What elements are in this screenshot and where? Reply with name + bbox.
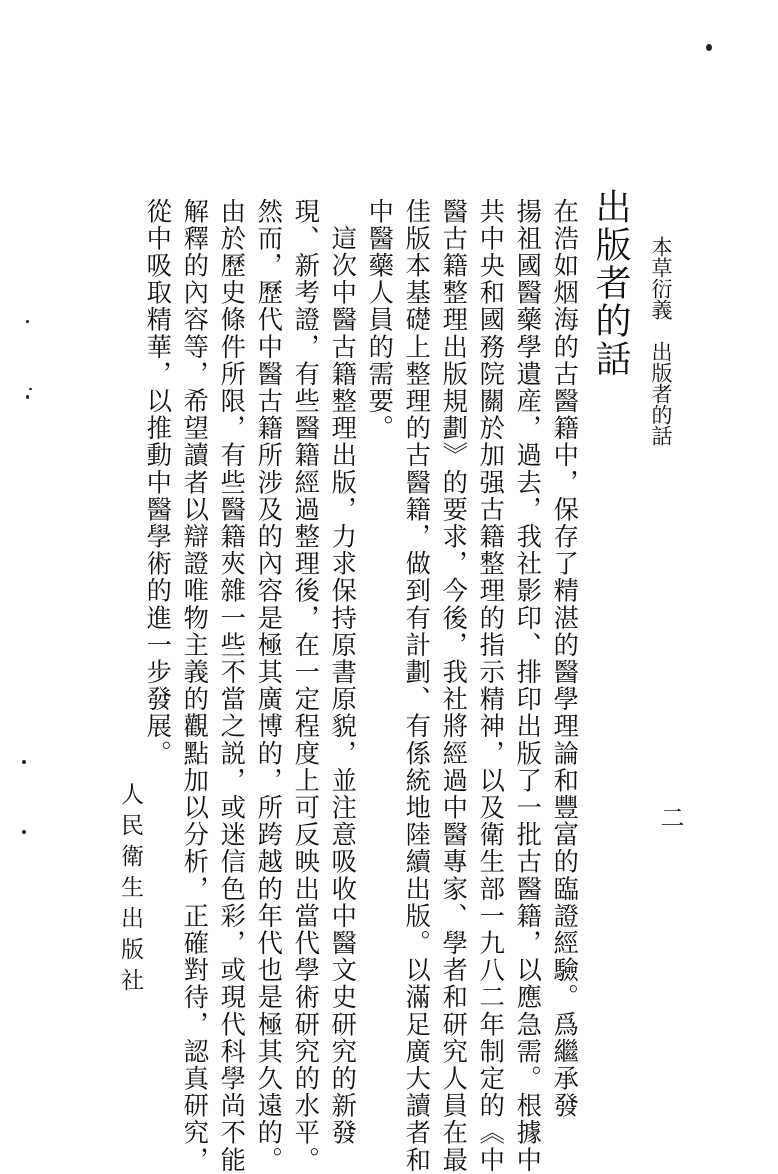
body-column-4: 醫古籍整理出版規劃》的要求，今後，我社將經過中醫專家、學者和研究人員在最 <box>439 198 469 1174</box>
scan-speck <box>22 830 26 834</box>
page-title: 出版者的話 <box>590 188 631 378</box>
scan-speck <box>706 44 712 51</box>
scan-speck <box>26 320 29 323</box>
scan-speck <box>29 388 32 390</box>
publisher-signature: 人民衛生出版社 <box>117 782 143 999</box>
body-column-5: 佳版本基礎上整理的古醫籍，做到有計劃、有係統地陸續出版。以滿足廣大讀者和 <box>402 198 432 1174</box>
body-column-11: 解釋的內容等，希望讀者以辯證唯物主義的觀點加以分析，正確對待，認真研究， <box>180 198 210 1174</box>
page-number: 二 <box>656 805 684 829</box>
body-column-2: 揚祖國醫藥學遺産，過去，我社影印、排印出版了一批古醫籍，以應急需。根據中 <box>513 198 543 1174</box>
body-column-7: 這次中醫古籍整理出版，力求保持原書原貌，並注意吸收中醫文史研究的新發 <box>328 198 358 1147</box>
body-column-9: 然而，歷代中醫古籍所涉及的內容是極其廣博的，所跨越的年代也是極其久遠的。 <box>254 198 284 1174</box>
body-column-10: 由於歷史條件所限，有些醫籍夾雜一些不當之説，或迷信色彩，或現代科學尚不能 <box>217 198 247 1174</box>
body-column-3: 共中央和國務院關於加强古籍整理的指示精神，以及衛生部一九八二年制定的《中 <box>476 198 506 1174</box>
body-column-1: 在浩如烟海的古醫籍中，保存了精湛的醫學理論和豐富的臨證經驗。爲繼承發 <box>550 198 580 1120</box>
body-column-8: 現、新考證，有些醫籍經過整理後，在一定程度上可反映出當代學術研究的水平。 <box>291 198 321 1174</box>
scan-speck <box>26 395 29 399</box>
running-header: 本草衍義 出版者的話 <box>649 236 673 446</box>
scan-speck <box>22 760 26 764</box>
body-column-6: 中醫藥人員的需要。 <box>365 198 395 442</box>
body-column-12: 從中吸取精華，以推動中醫學術的進一步發展。 <box>143 198 173 768</box>
